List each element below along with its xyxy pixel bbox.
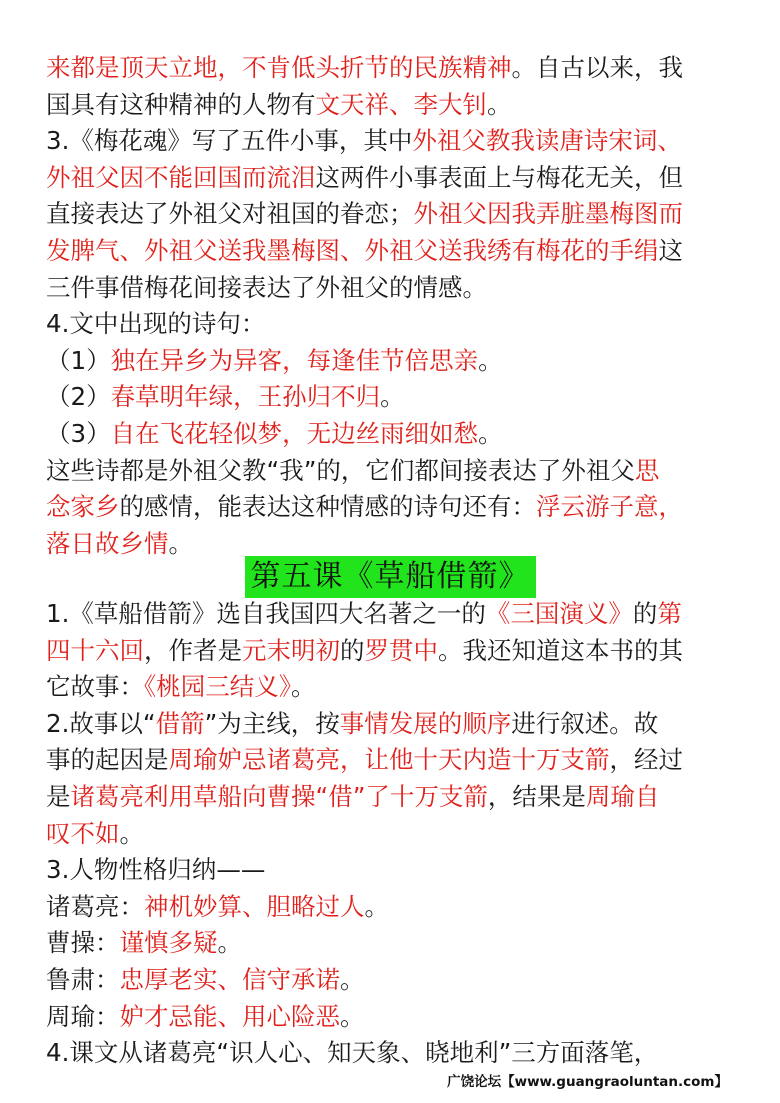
- body-text: 诸葛亮：: [46, 891, 144, 921]
- text-line: [46, 487, 746, 527]
- body-text: ，结果是: [487, 782, 586, 811]
- highlighted-text: 春草明年绿，王孙归不归: [110, 382, 381, 412]
- body-text: 鲁肃：: [46, 965, 120, 994]
- highlighted-text: 借箭: [155, 708, 205, 738]
- highlighted-text: 自在飞花轻似梦，无边丝雨细如愁: [110, 419, 479, 448]
- text-line: [46, 48, 746, 88]
- body-text: ，作者是: [144, 635, 242, 665]
- highlighted-text: 思: [634, 455, 660, 485]
- body-text: 。: [487, 89, 512, 119]
- highlighted-text: 《桃园三结义》: [144, 672, 291, 702]
- text-line: [46, 121, 746, 161]
- body-text: 。: [119, 818, 144, 848]
- text-line: [46, 377, 746, 417]
- text-line: [46, 923, 746, 963]
- text-line: [46, 740, 746, 780]
- text-line: [46, 960, 746, 1000]
- body-text: 1.《草船借箭》选自我国四大名著之一的: [46, 599, 486, 628]
- text-line: [46, 85, 746, 125]
- text-line: [46, 814, 746, 854]
- body-text: （2）: [46, 382, 111, 412]
- highlighted-text: 念家乡: [46, 492, 120, 522]
- highlighted-text: 外祖父教我读唐诗宋词、: [412, 126, 682, 156]
- text-line: [46, 231, 746, 271]
- body-text: 。: [478, 345, 503, 375]
- highlighted-text: 发脾气、外祖父送我墨梅图、外祖父送我绣有梅花的手绢: [46, 236, 659, 265]
- body-text: 三件事借梅花间接表达了外祖父的情感。: [46, 272, 487, 302]
- highlighted-text: 叹不如: [46, 818, 120, 848]
- text-line: [46, 268, 746, 308]
- text-line: [46, 887, 746, 927]
- text-line: [46, 704, 746, 744]
- text-line: [46, 850, 746, 890]
- body-text: （3）: [46, 419, 111, 448]
- highlighted-text: 第: [657, 599, 682, 628]
- body-text: 直接表达了外祖父对祖国的眷恋；: [46, 199, 414, 229]
- body-text: 。我还知道这本书的其: [438, 635, 683, 665]
- highlighted-text: 忠厚老实、信守承诺: [119, 965, 340, 994]
- section-title-wrap: [0, 556, 780, 598]
- text-line: [46, 777, 746, 817]
- highlighted-text: 外祖父因我弄脏墨梅图而: [413, 199, 683, 229]
- text-line: [46, 194, 746, 234]
- body-text: 。: [380, 382, 405, 412]
- body-text: ”为主线，按: [204, 708, 340, 738]
- highlighted-text: 诸葛亮利用草船向曹操“借”了十万支箭: [70, 782, 488, 811]
- highlighted-text: 独在异乡为异客，每逢佳节倍思亲: [110, 345, 479, 375]
- body-text: 4.文中出现的诗句：: [46, 309, 266, 339]
- body-text: 它故事：: [46, 672, 144, 702]
- body-text: 。自古以来，我: [511, 53, 683, 82]
- highlighted-text: 罗贯中: [364, 635, 438, 665]
- body-text: ，经过: [609, 745, 683, 775]
- body-text: 3.《梅花魂》写了五件小事，其中: [46, 126, 413, 156]
- body-text: 。: [340, 965, 365, 994]
- body-text: 事的起因是: [46, 745, 169, 775]
- body-text: 的感情，能表达这种情感的诗句还有：: [119, 492, 536, 522]
- highlighted-text: 妒才忌能、用心险恶: [119, 1001, 340, 1031]
- body-text: 曹操：: [46, 928, 120, 958]
- body-text: 。: [168, 528, 193, 558]
- text-line: [46, 631, 746, 671]
- highlighted-text: 神机妙算、胆略过人: [144, 891, 365, 921]
- body-text: 2.故事以“: [46, 708, 156, 738]
- footer-watermark: 广饶论坛【www.guangraoluntan.com】: [447, 1074, 728, 1090]
- highlighted-text: 外祖父因不能回国而流泪: [46, 162, 316, 192]
- text-line: [46, 341, 746, 381]
- body-text: 3.人物性格归纳——: [46, 855, 266, 885]
- body-text: 。: [478, 419, 503, 448]
- body-text: （1）: [46, 345, 111, 375]
- body-text: 这两件小事表面上与梅花无关，但: [315, 162, 683, 192]
- body-text: 这: [658, 236, 683, 265]
- body-text: 是: [46, 782, 71, 811]
- text-line: [46, 594, 746, 634]
- highlighted-text: 元末明初: [242, 635, 340, 665]
- body-text: 。: [217, 928, 242, 958]
- body-text: 。: [364, 891, 389, 921]
- text-line: [46, 414, 746, 454]
- text-line: [46, 304, 746, 344]
- text-line: [46, 1033, 746, 1073]
- text-line: [46, 451, 746, 491]
- body-text: 周瑜：: [46, 1001, 120, 1031]
- highlighted-text: 《三国演义》: [485, 599, 633, 628]
- highlighted-text: 浮云游子意，: [536, 492, 683, 522]
- highlighted-text: 落日故乡情: [46, 528, 169, 558]
- highlighted-text: 周瑜自: [585, 782, 660, 811]
- text-line: [46, 158, 746, 198]
- highlighted-text: 四十六回: [46, 635, 144, 665]
- highlighted-text: 文天祥、李大钊: [315, 89, 487, 119]
- body-text: 。: [291, 672, 316, 702]
- text-line: [46, 667, 746, 707]
- text-line: [46, 997, 746, 1037]
- highlighted-text: 来都是顶天立地，不肯低头折节的民族精神: [46, 53, 512, 82]
- body-text: 的: [340, 635, 365, 665]
- body-text: 4.课文从诸葛亮“识人心、知天象、晓地利”三方面落笔，: [46, 1038, 659, 1068]
- section-title: 第五课《草船借箭》: [245, 556, 536, 598]
- body-text: 进行叙述。故: [511, 708, 659, 738]
- body-text: 的: [632, 599, 658, 628]
- body-text: 国具有这种精神的人物有: [46, 89, 316, 119]
- body-text: 。: [340, 1001, 365, 1031]
- highlighted-text: 事情发展的顺序: [339, 708, 512, 738]
- body-text: 这些诗都是外祖父教“我”的，它们都间接表达了外祖父: [46, 455, 635, 485]
- highlighted-text: 谨慎多疑: [119, 928, 218, 958]
- highlighted-text: 周瑜妒忌诸葛亮，让他十天内造十万支箭: [168, 745, 610, 775]
